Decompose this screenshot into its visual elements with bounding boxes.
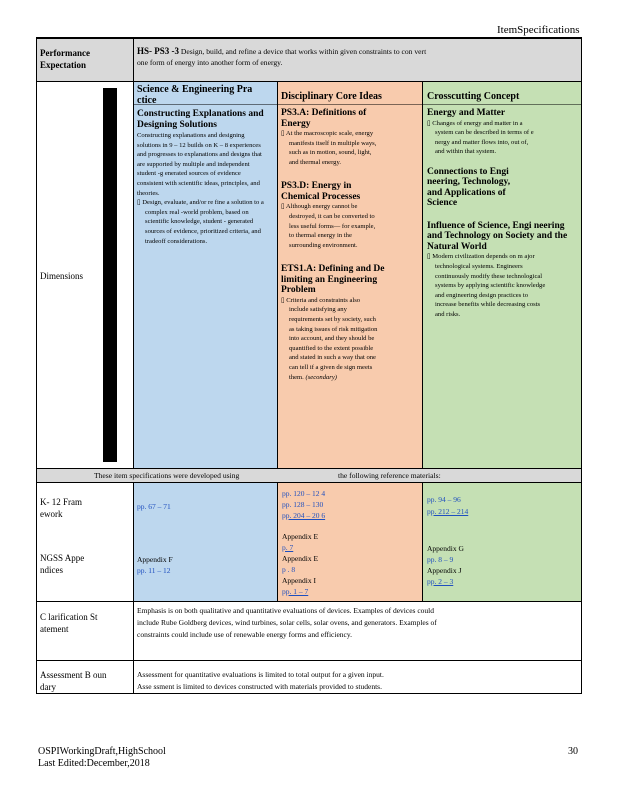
k12-ccc-page-1[interactable]: pp. 94 – 96 <box>427 495 461 504</box>
ccc-energy-matter-text: ▯ Changes of energy and matter in a system can be described in terms of e nergy and matter flows into, out of, and within that system. <box>427 119 534 156</box>
ngss-dci-appendix-3: Appendix I <box>282 576 316 585</box>
performance-statement <box>137 46 437 68</box>
dimensions-label: Dimensions <box>40 271 84 281</box>
ngss-dci-pages-1[interactable]: p. 7 <box>282 543 294 552</box>
black-bar <box>103 88 117 462</box>
dci-heading: Disciplinary Core Ideas <box>281 91 382 102</box>
ngss-dci-appendix-1: Appendix E <box>282 532 319 541</box>
ccc-column <box>427 91 579 320</box>
bullet-box-icon: ▯ <box>137 199 143 207</box>
ngss-dci-pages-2[interactable]: p . 8 <box>282 565 296 574</box>
assessment-text <box>137 669 557 693</box>
k12-label: K- 12 Fram ework <box>40 497 82 519</box>
sep-bullet-text: Design, evaluate, and/or re fine a solution to a complex real -world problem, based on scientific knowledge, student - generated sources of evidence, prioritized criteria, and tradeoff considerations. <box>142 199 264 245</box>
sep-bullet <box>137 198 265 246</box>
assessment-label: Assessment B oun dary <box>40 670 107 692</box>
ccc-heading: Crosscutting Concept <box>427 91 520 102</box>
footer-line-2: Last Edited:December,2018 <box>38 758 150 769</box>
ngss-sep-pages[interactable]: pp. 11 – 12 <box>137 566 171 575</box>
ccc-influence-title: Influence of Science, Engi neering and Technology on Society and the Natural World <box>427 220 568 252</box>
ngss-ccc <box>427 543 464 587</box>
clarification-label: C larification St atement <box>40 612 98 634</box>
dci-ets1a-title: ETS1.A: Defining and De limiting an Engineering Problem <box>281 264 385 296</box>
k12-dci-pages <box>282 488 325 521</box>
banner-right-text: the following reference materials: <box>338 471 441 480</box>
sep-heading: Science & Engineering Pra ctice <box>137 84 253 106</box>
dci-ets1a-tag: (secondary) <box>305 373 337 381</box>
dci-ets1a-text: ▯ Criteria and constraints also include satisfying any requirements set by society, such as taking issues of risk mitigation into account, and they should be quantified to the extent possible and stated in such a way that one can tell if a given de sign meets them. (secondary) <box>281 296 378 381</box>
ngss-sep <box>137 554 173 576</box>
sep-subheading: Constructing Explanations and Designing Solutions <box>137 109 264 130</box>
k12-dci-page-2[interactable]: pp. 128 – 130 <box>282 500 324 509</box>
dci-ps3a-text: ▯ At the macroscopic scale, energy manifests itself in multiple ways, such as in motion, sound, light, and thermal energy. <box>281 130 377 166</box>
bullet-box-icon: ▯ <box>281 203 286 211</box>
ngss-ccc-pages-1[interactable]: pp. 8 – 9 <box>427 555 454 564</box>
ngss-label: NGSS Appe ndices <box>40 553 85 575</box>
k12-dci-page-3[interactable]: pp. 204 – 20 6 <box>282 511 326 520</box>
page-header-title: ItemSpecifications <box>497 24 580 36</box>
ccc-energy-matter-title: Energy and Matter <box>427 108 506 118</box>
ccc-influence-text: ▯ Modern civilization depends on m ajor technological systems. Engineers continuously modify these technological systems by applying scientific knowledge and engineering design practices to increase benefits while decreasing costs and risks. <box>427 253 546 318</box>
dci-ps3d-text: ▯ Although energy cannot be destroyed, it can be converted to less useful forms— for example, to thermal energy in the surrounding environment. <box>281 203 376 249</box>
k12-ccc-pages <box>427 494 468 518</box>
ngss-ccc-appendix-1: Appendix G <box>427 544 464 553</box>
bullet-box-icon: ▯ <box>427 253 433 261</box>
performance-text: Design, build, and refine a device that works within given constraints to con vert one form of energy into another form of energy. <box>137 47 427 67</box>
ngss-dci-pages-3[interactable]: pp. 1 – 7 <box>282 587 309 596</box>
ccc-connections-title: Connections to Engi neering, Technology, and Applications of Science <box>427 166 511 209</box>
performance-label: Performance Expectation <box>40 48 90 70</box>
k12-dci-page-1[interactable]: pp. 120 – 12 4 <box>282 489 326 498</box>
assessment-line-1: Assessment for quantitative evaluations is limited to total output for a given input. <box>137 670 384 679</box>
assessment-line-2: Asse ssment is limited to devices constructed with materials provided to students. <box>137 682 382 691</box>
k12-ccc-page-2[interactable]: pp. 212 – 214 <box>427 507 469 516</box>
ngss-dci <box>282 531 318 597</box>
ngss-ccc-appendix-2: Appendix J <box>427 566 462 575</box>
footer-line-1: OSPIWorkingDraft,HighSchool <box>38 746 166 757</box>
sep-column <box>137 84 271 246</box>
page-number: 30 <box>568 746 578 757</box>
dci-column <box>281 91 419 382</box>
banner-left-text: These item specifications were developed using <box>94 471 240 480</box>
ngss-ccc-pages-2[interactable]: pp. 2 – 3 <box>427 577 454 586</box>
ngss-dci-appendix-2: Appendix E <box>282 554 319 563</box>
bullet-box-icon: ▯ <box>427 119 433 127</box>
bullet-box-icon: ▯ <box>281 130 286 137</box>
performance-code: HS- PS3 -3 <box>137 46 180 56</box>
k12-sep-pages[interactable]: pp. 67 – 71 <box>137 502 171 511</box>
sep-body: Constructing explanations and designing solutions in 9 – 12 builds on K – 8 experiences and progresses to explanations and designs that are supported by multiple and independent student -g enerated sources of evidence consistent with scientific ideas, principles, and theories. <box>137 132 262 197</box>
dci-ps3a-title: PS3.A: Definitions of Energy <box>281 108 367 129</box>
clarification-text: Emphasis is on both qualitative and quantitative evaluations of devices. Examples of devices could include Rube Goldberg devices, wind turbines, solar cells, solar ovens, and generators. Examples of constraints could include use of renewable energy forms and efficiency. <box>137 606 437 639</box>
ngss-sep-appendix: Appendix F <box>137 555 173 564</box>
refs-sep-bg <box>133 483 277 601</box>
bullet-box-icon: ▯ <box>281 296 287 304</box>
dci-ps3d-title: PS3.D: Energy in Chemical Processes <box>281 181 361 202</box>
